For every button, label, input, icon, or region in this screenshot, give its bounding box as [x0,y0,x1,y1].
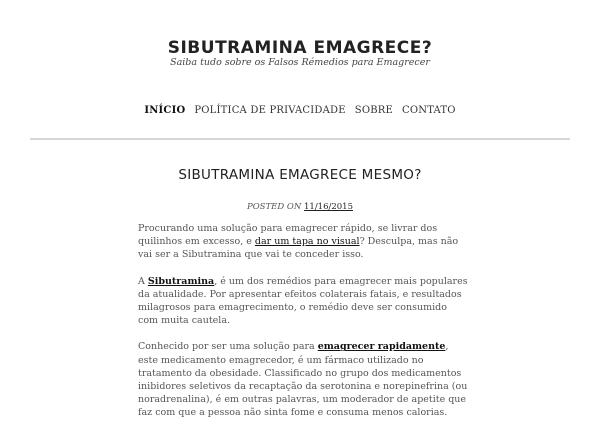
nav-link-inicio[interactable]: INÍCIO [144,105,186,116]
nav-link-politica-de-privacidade[interactable]: POLÍTICA DE PRIVACIDADE [194,105,346,116]
nav-item-contato [402,98,456,117]
site-description: Saiba tudo sobre os Falsos Rémedios para Emagrecer [170,57,430,68]
paragraph-text: A [138,275,148,287]
nav-menu [0,98,600,117]
header-divider [30,138,570,140]
link-emagrecer-rapidamente[interactable]: emagrecer rapidamente [317,341,446,353]
post-date-link[interactable]: 11/16/2015 [304,202,353,212]
nav-link-contato[interactable]: CONTATO [402,105,456,116]
paragraph-1 [138,222,468,262]
post-meta [0,202,600,212]
paragraph-text: , este medicamento emagrecedor, é um fármaco utilizado no tratamento da obesidade. Classificado no grupo dos medicamentos inibidores seletivos da recaptação da serotonina e norepinefrina (ou noradrenalina), é em outras palavras, um moderador de apetite que faz com que a pessoa não sinta fome e consuma menos calorias. [138,341,468,419]
paragraph-text: Procurando uma solução para emagrecer rápido, se livrar dos quilinhos em excesso, e [138,223,438,248]
nav-item-sobre [355,98,393,117]
paragraph-text: Conhecido por ser uma solução para [138,341,318,353]
post-title: SIBUTRAMINA EMAGRECE MESMO? [178,167,422,183]
paragraph-text: , é um dos remédios para emagrecer mais populares da atualidade. Por apresentar efeitos colaterais fatais, e resultados milagrosos para emagrecimento, o remédio deve ser consumido com muita cautela. [138,275,468,327]
nav-item-politica [194,98,345,117]
nav-item-inicio [144,98,185,117]
post-content [138,222,468,433]
link-dar-um-tapa-no-visual[interactable]: dar um tapa no visual [254,236,360,248]
posted-on-label: POSTED ON [246,202,302,212]
nav-link-sobre[interactable]: SOBRE [354,105,394,116]
paragraph-3 [138,340,468,419]
paragraph-2 [138,275,468,328]
paragraph-text: ? Desculpa, mas não vai ser a Sibutramina que vai te conceder isso. [138,236,459,261]
site-title[interactable]: SIBUTRAMINA EMAGRECE? [167,38,433,58]
link-sibutramina[interactable]: Sibutramina [147,275,215,287]
